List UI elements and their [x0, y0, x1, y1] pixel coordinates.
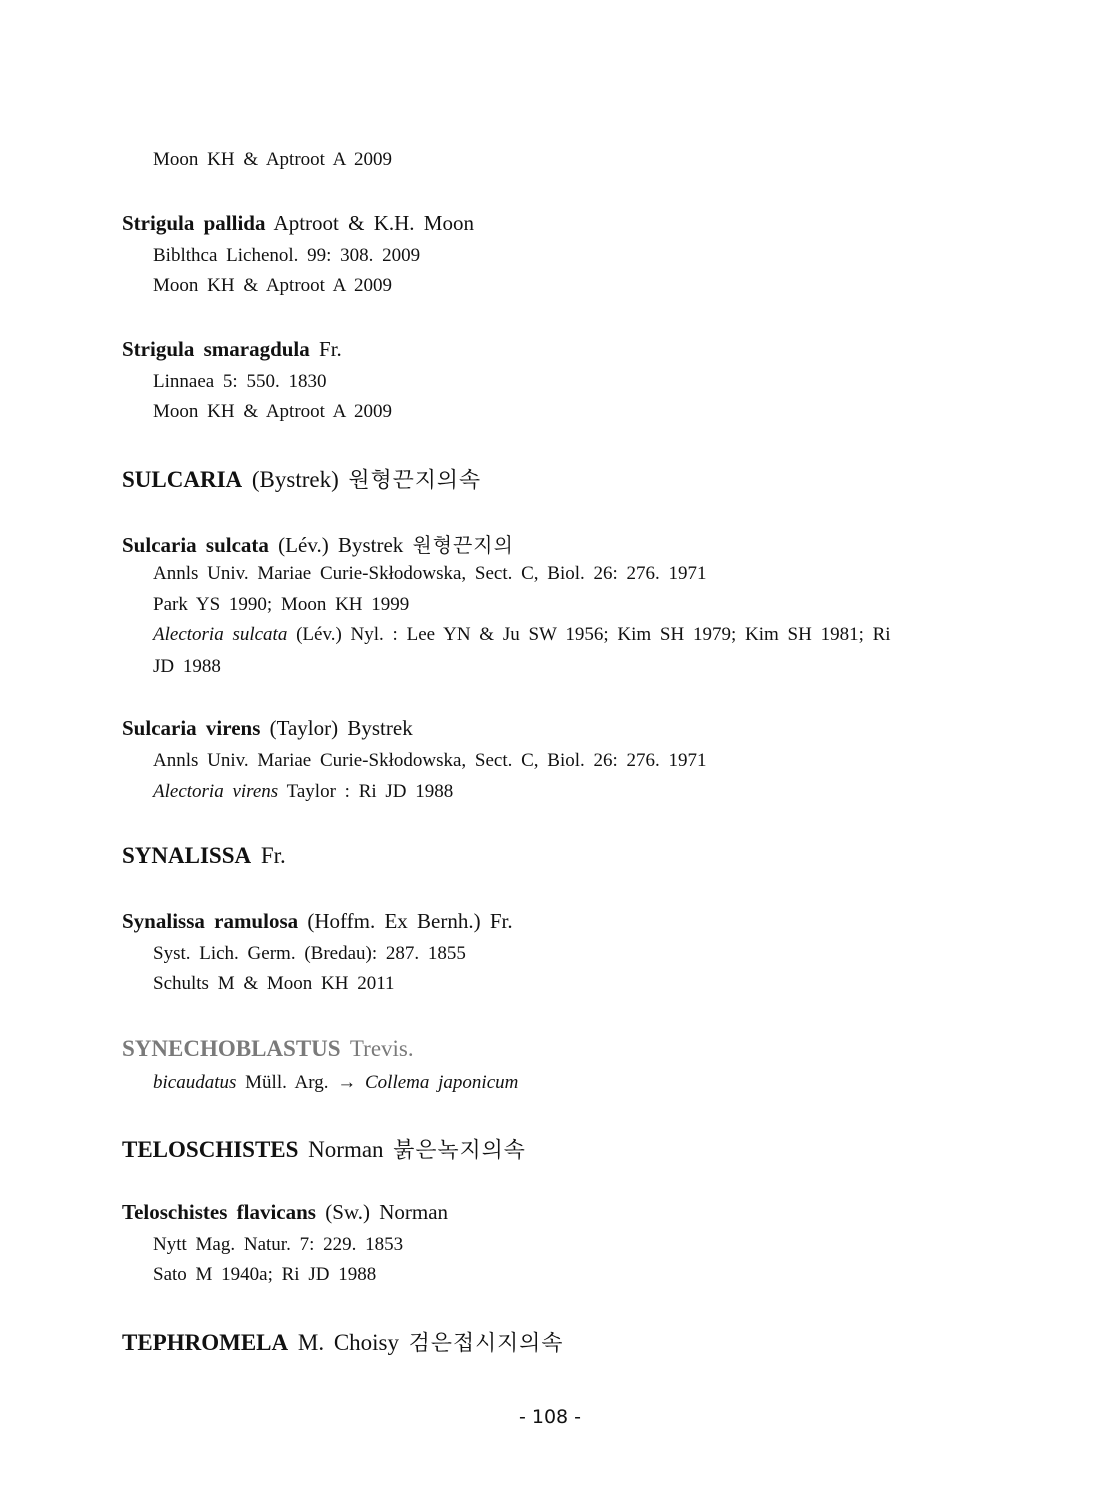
- species-name: Sulcaria sulcata: [122, 533, 269, 557]
- synonym-cross-reference: bicaudatus Müll. Arg. → Collema japonicum: [153, 1072, 519, 1093]
- publication-line: Syst. Lich. Germ. (Bredau): 287. 1855: [153, 943, 466, 964]
- species-author: (Taylor) Bystrek: [260, 716, 413, 740]
- species-name: Synalissa ramulosa: [122, 909, 299, 933]
- species-name: Teloschistes flavicans: [122, 1200, 316, 1224]
- genus-name: TEPHROMELA: [122, 1330, 289, 1355]
- genus-author: (Bystrek): [242, 467, 349, 492]
- species-author: Fr.: [309, 337, 342, 361]
- genus-name: SULCARIA: [122, 467, 243, 492]
- synonym-name: Alectoria virens: [153, 781, 279, 802]
- korean-name: 원형끈지의: [412, 533, 514, 557]
- genus-name: SYNALISSA: [122, 843, 252, 868]
- publication-line: Biblthca Lichenol. 99: 308. 2009: [153, 245, 421, 266]
- species-heading: [122, 716, 413, 741]
- publication-line: Nytt Mag. Natur. 7: 229. 1853: [153, 1234, 404, 1255]
- species-heading: [122, 337, 342, 362]
- genus-name: SYNECHOBLASTUS: [122, 1036, 341, 1061]
- species-name: Strigula pallida: [122, 211, 266, 235]
- synonym-line: Alectoria sulcata (Lév.) Nyl. : Lee YN & Ju SW 1956; Kim SH 1979; Kim SH 1981; Ri: [153, 624, 891, 645]
- genus-author: Trevis.: [340, 1036, 414, 1061]
- genus-heading: [122, 1326, 563, 1357]
- species-name: Strigula smaragdula: [122, 337, 310, 361]
- species-author: Aptroot & K.H. Moon: [265, 211, 474, 235]
- korean-name: 검은접시지의속: [408, 1331, 564, 1356]
- reference-line: Moon KH & Aptroot A 2009: [153, 149, 393, 170]
- publication-line: Annls Univ. Mariae Curie-Skłodowska, Sect. C, Biol. 26: 276. 1971: [153, 563, 707, 584]
- genus-author: Norman: [298, 1137, 394, 1162]
- reference-line: Sato M 1940a; Ri JD 1988: [153, 1264, 377, 1285]
- genus-heading-synonym: [122, 1036, 414, 1062]
- page-number: - 108 -: [518, 1406, 582, 1428]
- species-heading: [122, 529, 514, 558]
- genus-heading: [122, 1133, 526, 1164]
- korean-name: 원형끈지의속: [348, 468, 482, 493]
- accepted-name: Collema japonicum: [365, 1072, 519, 1093]
- reference-line: Moon KH & Aptroot A 2009: [153, 401, 393, 422]
- reference-line: Schults M & Moon KH 2011: [153, 973, 395, 994]
- species-name: Sulcaria virens: [122, 716, 261, 740]
- genus-author: Fr.: [251, 843, 286, 868]
- genus-heading: [122, 843, 286, 869]
- publication-line: Linnaea 5: 550. 1830: [153, 371, 327, 392]
- korean-name: 붉은녹지의속: [393, 1138, 526, 1163]
- species-heading: [122, 1200, 448, 1225]
- species-author: (Lév.) Bystrek: [268, 533, 413, 557]
- reference-line: Moon KH & Aptroot A 2009: [153, 275, 393, 296]
- reference-line: Park YS 1990; Moon KH 1999: [153, 594, 410, 615]
- synonym-line: Alectoria virens Taylor : Ri JD 1988: [153, 781, 454, 802]
- genus-author: M. Choisy: [288, 1330, 409, 1355]
- species-heading: [122, 211, 474, 236]
- species-author: (Sw.) Norman: [315, 1200, 449, 1224]
- genus-name: TELOSCHISTES: [122, 1137, 299, 1162]
- synonym-name: bicaudatus: [153, 1072, 237, 1093]
- species-heading: [122, 909, 513, 934]
- synonym-line-continued: JD 1988: [153, 656, 221, 677]
- publication-line: Annls Univ. Mariae Curie-Skłodowska, Sect. C, Biol. 26: 276. 1971: [153, 750, 707, 771]
- synonym-name: Alectoria sulcata: [153, 624, 288, 645]
- species-author: (Hoffm. Ex Bernh.) Fr.: [298, 909, 513, 933]
- genus-heading: [122, 463, 481, 494]
